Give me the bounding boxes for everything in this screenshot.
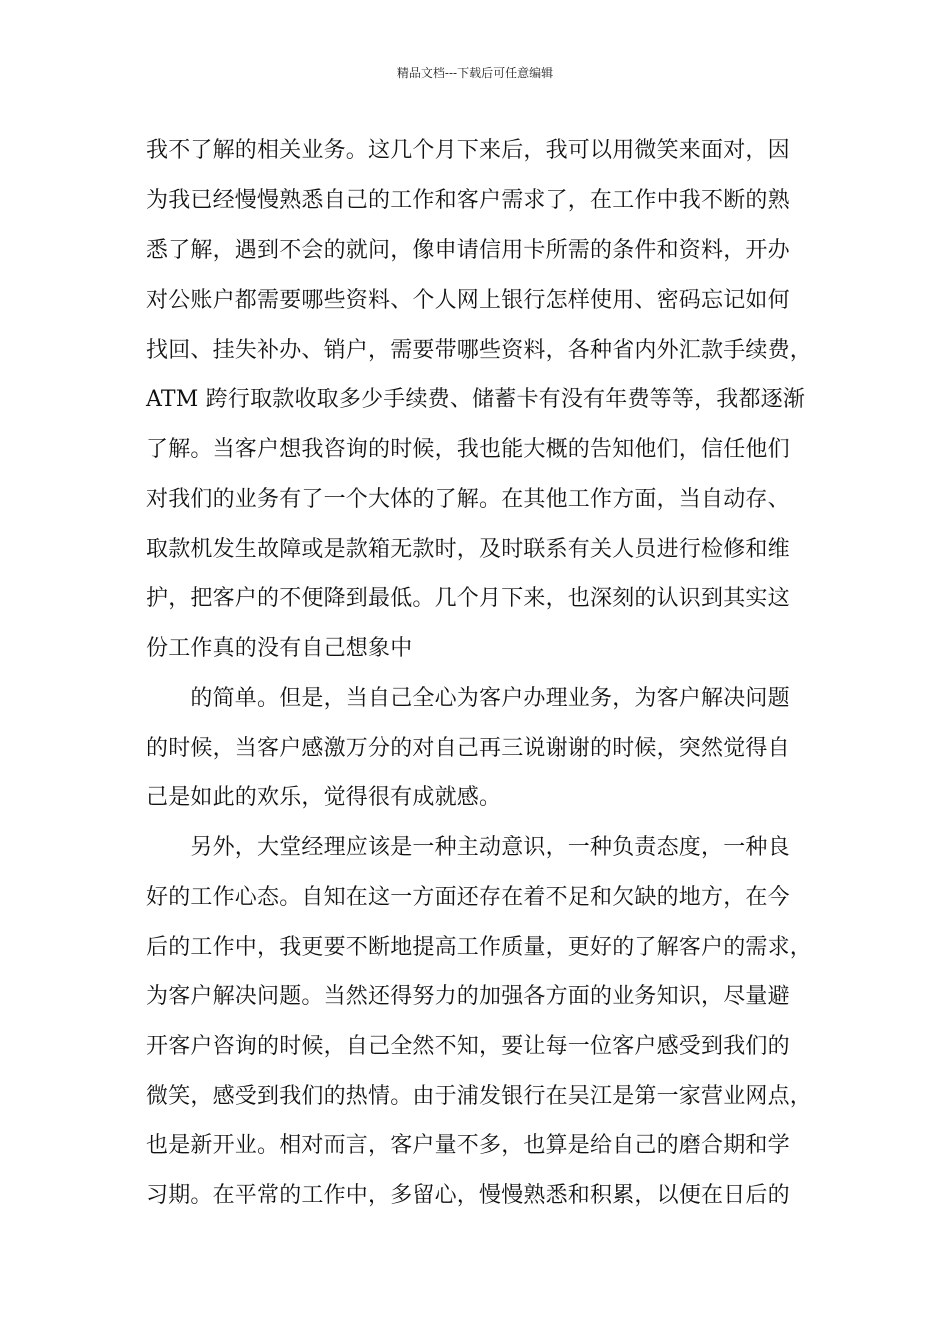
text-line: 己是如此的欢乐，觉得很有成就感。 — [146, 785, 502, 810]
text-line: 习期。在平常的工作中，多留心，慢慢熟悉和积累，以便在日后的 — [146, 1183, 790, 1208]
text-line: 份工作真的没有自己想象中 — [146, 636, 413, 661]
text-line: 的时候，当客户感激万分的对自己再三说谢谢的时候，突然觉得自 — [146, 736, 790, 761]
text-line: 为客户解决问题。当然还得努力的加强各方面的业务知识，尽量避 — [146, 984, 790, 1009]
text-line: 对公账户都需要哪些资料、个人网上银行怎样使用、密码忘记如何 — [146, 288, 790, 313]
text-line: 另外，大堂经理应该是一种主动意识，一种负责态度，一种良 — [146, 835, 790, 860]
text-line: 悉了解，遇到不会的就问，像申请信用卡所需的条件和资料，开办 — [146, 238, 790, 263]
text-line: 开客户咨询的时候，自己全然不知，要让每一位客户感受到我们的 — [146, 1034, 790, 1059]
text-line: 为我已经慢慢熟悉自己的工作和客户需求了，在工作中我不断的熟 — [146, 188, 790, 213]
text-line: 取款机发生故障或是款箱无款时，及时联系有关人员进行检修和维 — [146, 537, 790, 562]
text-line: 微笑，感受到我们的热情。由于浦发银行在吴江是第一家营业网点， — [146, 1084, 813, 1109]
text-line: 也是新开业。相对而言，客户量不多，也算是给自己的磨合期和学 — [146, 1133, 790, 1158]
text-line: 对我们的业务有了一个大体的了解。在其他工作方面，当自动存、 — [146, 487, 790, 512]
text-line: 找回、挂失补办、销户，需要带哪些资料，各种省内外汇款手续费， — [146, 338, 813, 363]
text-line: 好的工作心态。自知在这一方面还存在着不足和欠缺的地方，在今 — [146, 885, 790, 910]
text-line: 后的工作中，我更要不断地提高工作质量，更好的了解客户的需求， — [146, 935, 813, 960]
text-line: 我不了解的相关业务。这几个月下来后，我可以用微笑来面对，因 — [146, 138, 790, 163]
text-line: 的简单。但是，当自己全心为客户办理业务，为客户解决问题 — [146, 686, 790, 711]
text-line: 了解。当客户想我咨询的时候，我也能大概的告知他们，信任他们 — [146, 437, 790, 462]
page-header: 精品文档---下载后可任意编辑 — [396, 66, 554, 80]
text-line: ATM 跨行取款收取多少手续费、储蓄卡有没有年费等等，我都逐渐 — [146, 387, 806, 412]
text-line: 护，把客户的不便降到最低。几个月下来，也深刻的认识到其实这 — [146, 586, 790, 611]
